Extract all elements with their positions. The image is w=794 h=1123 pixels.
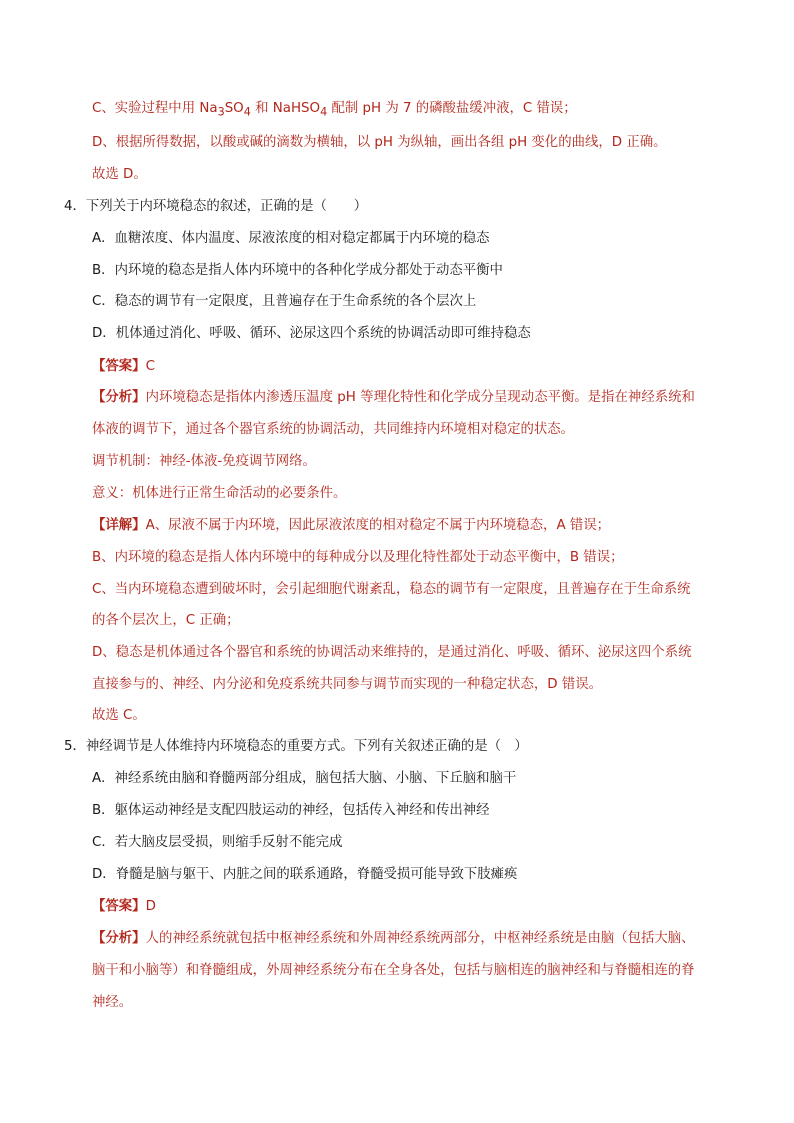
- q5-option-a: A．神经系统由脑和脊髓两部分组成，脑包括大脑、小脑、下丘脑和脑干: [92, 771, 517, 786]
- q4-detail-d-line-1: D、稳态是机体通过各个器官和系统的协调活动来维持的，是通过消化、呼吸、循环、泌尿这四个系统: [92, 645, 692, 660]
- q4-option-d: D．机体通过消化、呼吸、循环、泌尿这四个系统的协调活动即可维持稳态: [92, 326, 531, 341]
- q4-stem: 4．下列关于内环境稳态的叙述，正确的是（ ）: [64, 199, 368, 214]
- q4-final-choice: 故选 C。: [92, 708, 146, 723]
- answer-value: D: [145, 899, 156, 914]
- q4-option-b: B．内环境的稳态是指人体内环境中的各种化学成分都处于动态平衡中: [92, 263, 503, 278]
- q3-final-choice: 故选 D。: [92, 167, 147, 182]
- q4-detail-b: B、内环境的稳态是指人体内环境中的每种成分以及理化特性都处于动态平衡中，B 错误；: [92, 550, 624, 565]
- q4-detail-c-line-2: 的各个层次上，C 正确；: [92, 613, 240, 628]
- answer-tag: 【答案】: [92, 899, 146, 914]
- q4-analysis-line-2: 体液的调节下，通过各个器官系统的协调活动，共同维持内环境相对稳定的状态。: [92, 422, 575, 437]
- q5-answer: [92, 897, 156, 917]
- q4-detail-d-line-2: 直接参与的、神经、内分泌和免疫系统共同参与调节而实现的一种稳定状态，D 错误。: [92, 677, 603, 692]
- q4-detail-a: 【详解】A、尿液不属于内环境，因此尿液浓度的相对稳定不属于内环境稳态，A 错误；: [92, 518, 611, 533]
- q5-option-d: D．脊髓是脑与躯干、内脏之间的联系通路，脊髓受损可能导致下肢瘫痪: [92, 867, 518, 882]
- analysis-tag: 【分析】: [92, 390, 146, 405]
- q5-stem: 5．神经调节是人体维持内环境稳态的重要方式。下列有关叙述正确的是（ ）: [64, 739, 528, 754]
- q4-option-a: A．血糖浓度、体内温度、尿液浓度的相对稳定都属于内环境的稳态: [92, 231, 490, 246]
- answer-value: C: [145, 359, 155, 374]
- answer-tag: 【答案】: [92, 359, 146, 374]
- q4-analysis-line-1: 【分析】内环境稳态是指体内渗透压温度 pH 等理化特性和化学成分呈现动态平衡。是指在神经系统和: [92, 390, 695, 405]
- q4-option-c: C．稳态的调节有一定限度，且普遍存在于生命系统的各个层次上: [92, 294, 477, 309]
- analysis-tag: 【分析】: [92, 931, 146, 946]
- q5-analysis-line-3: 神经。: [92, 995, 133, 1010]
- q4-detail-c-line-1: C、当内环境稳态遭到破坏时，会引起细胞代谢紊乱，稳态的调节有一定限度，且普遍存在于生命系统: [92, 582, 691, 597]
- q4-analysis-line-3: 调节机制：神经-体液-免疫调节网络。: [92, 454, 316, 469]
- detail-tag: 【详解】: [92, 518, 146, 533]
- q4-answer: [92, 357, 155, 377]
- q5-analysis-line-1: 【分析】人的神经系统就包括中枢神经系统和外周神经系统两部分，中枢神经系统是由脑（包括大脑、: [92, 931, 695, 946]
- q4-analysis-line-4: 意义：机体进行正常生命活动的必要条件。: [92, 486, 347, 501]
- q3-option-c-explanation: C、实验过程中用 $Na_3SO_4$ 和 NaHSO$_4$ 配制 pH 为 7 的磷酸盐缓冲液，C 错误；: [92, 101, 577, 119]
- q5-analysis-line-2: 脑干和小脑等）和脊髓组成，外周神经系统分布在全身各处，包括与脑相连的脑神经和与脊髓相连的脊: [92, 963, 695, 978]
- q5-option-c: C．若大脑皮层受损，则缩手反射不能完成: [92, 835, 343, 850]
- q5-option-b: B．躯体运动神经是支配四肢运动的神经，包括传入神经和传出神经: [92, 803, 490, 818]
- q3-option-d-explanation: D、根据所得数据，以酸或碱的滴数为横轴，以 pH 为纵轴，画出各组 pH 变化的曲线，D 正确。: [92, 135, 667, 150]
